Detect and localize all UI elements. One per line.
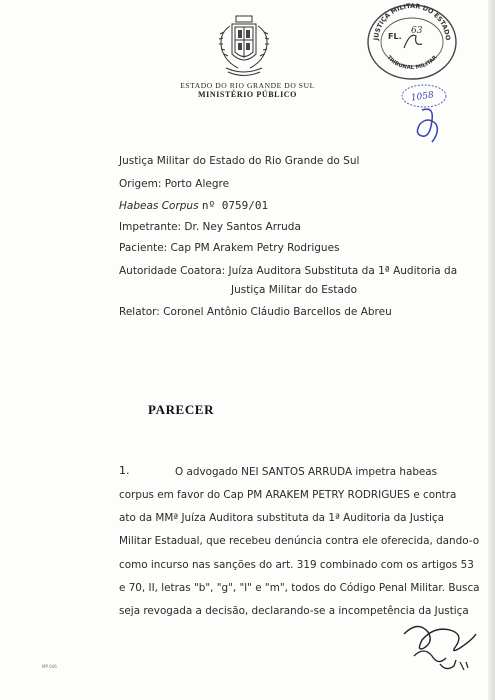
origin-field (119, 178, 229, 190)
paragraph-line: e 70, II, letras "b", "g", "l" e "m", todos do Código Penal Militar. Busca (119, 582, 480, 594)
footer-form-code: MP 046 (42, 664, 57, 669)
folio-label: FL. (388, 32, 402, 41)
authority-field: Autoridade Coatora: Juíza Auditora Substituta da 1ª Auditoria da (119, 265, 458, 277)
rapporteur-field: Relator: Coronel Antônio Cláudio Barcellos de Abreu (119, 306, 392, 318)
process-number: 1058 (410, 90, 435, 104)
page-edge-shadow (488, 0, 495, 700)
seal-signature-mark (404, 35, 422, 48)
paragraph-number: 1. (119, 464, 130, 477)
habeas-corpus-number: nº 0759/01 (201, 199, 269, 212)
handwritten-signature (394, 612, 484, 676)
patient-field: Paciente: Cap PM Arakem Petry Rodrigues (119, 242, 340, 254)
habeas-corpus-field (119, 199, 268, 212)
svg-text:TRIBUNAL MILITAR (385, 54, 439, 71)
paragraph-line: como incurso nas sanções do art. 319 combinado com os artigos 53 (119, 559, 474, 571)
ministry-header: MINISTÉRIO PÚBLICO (197, 90, 298, 99)
paragraph-line: corpus em favor do Cap PM ARAKEM PETRY RODRIGUES e contra (119, 489, 457, 501)
court-seal-stamp (364, 2, 460, 80)
paragraph-line: seja revogada a decisão, declarando-se a incompetência da Justiça (119, 605, 469, 617)
authority-field-continuation: Justiça Militar do Estado (231, 284, 357, 296)
state-name-header: ESTADO DO RIO GRANDE DO SUL (180, 81, 315, 90)
paragraph-line: ato da MMª Juíza Auditora substituta da 1ª Auditoria da Justiça (119, 512, 444, 524)
folio-number: 63 (411, 26, 423, 36)
petitioner-field: Impetrante: Dr. Ney Santos Arruda (119, 221, 301, 233)
state-coat-of-arms-emblem (212, 14, 276, 80)
paragraph-line: Militar Estadual, que recebeu denúncia contra ele oferecida, dando-o (119, 535, 480, 547)
handwritten-initials-mark (417, 109, 437, 142)
seal-bottom-text: TRIBUNAL MILITAR (385, 54, 439, 72)
document-title: PARECER (148, 402, 215, 417)
origin-label: Origem: (119, 178, 162, 190)
court-name: Justiça Militar do Estado do Rio Grande do Sul (119, 155, 360, 167)
seal-top-text: JUSTIÇA MILITAR DO ESTADO (372, 2, 453, 41)
habeas-corpus-label: Habeas Corpus (119, 200, 199, 212)
origin-value: Porto Alegre (164, 178, 230, 190)
paragraph-line: O advogado NEI SANTOS ARRUDA impetra habeas (175, 466, 438, 478)
